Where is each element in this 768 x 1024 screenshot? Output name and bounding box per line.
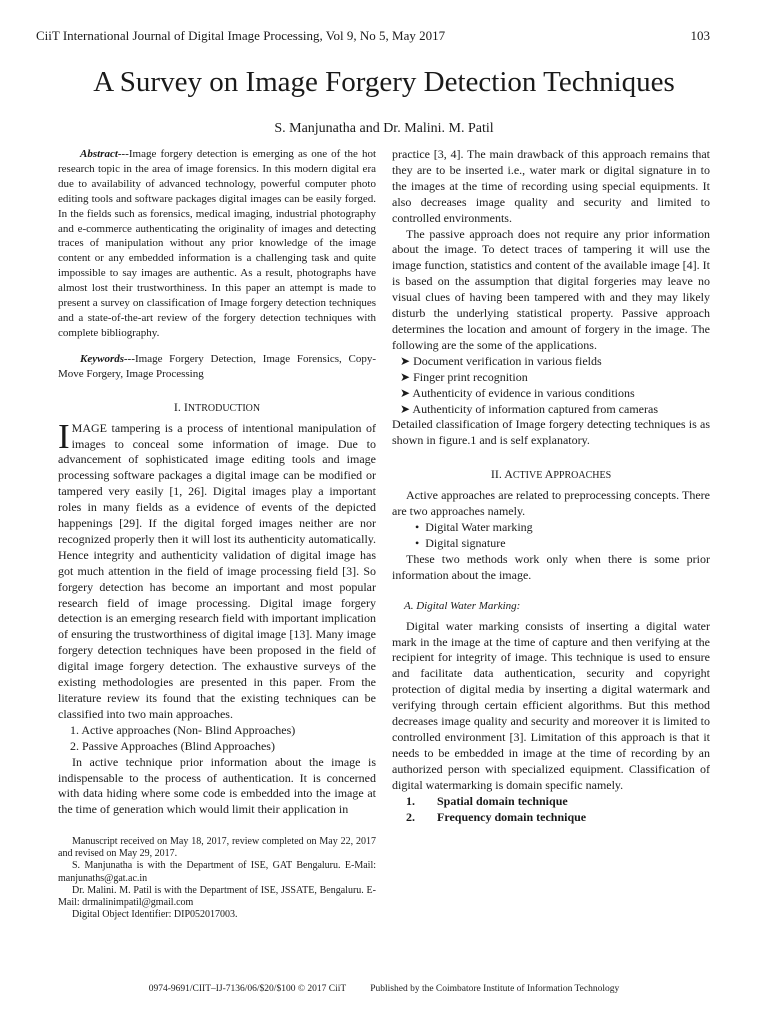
footnote: Manuscript received on May 18, 2017, review completed on May 22, 2017 and revised on May 29, 2017. (58, 836, 376, 860)
right-column (392, 147, 710, 825)
list-item: ➤ Authenticity of evidence in various conditions (400, 385, 635, 400)
abstract-label: Abstract--- (80, 148, 129, 160)
abstract (58, 147, 376, 341)
footnotes (58, 836, 376, 921)
arrow-bullet-icon: ➤ (400, 369, 411, 384)
arrow-bullet-icon: ➤ (400, 401, 411, 416)
list-item: ➤ Authenticity of information captured from cameras (400, 401, 658, 416)
list-item: ➤ Finger print recognition (400, 369, 528, 384)
running-header: CiiT International Journal of Digital Image Processing, Vol 9, No 5, May 2017 (36, 28, 446, 43)
list-item: ➤ Document verification in various fields (400, 353, 602, 368)
active-paragraph: Active approaches are related to preprocessing concepts. There are two approaches namely. (392, 488, 710, 519)
footer-publisher: Published by the Coimbatore Institute of Information Technology (370, 984, 620, 994)
detail-paragraph: Detailed classification of Image forgery detecting techniques is as shown in figure.1 and is self explanatory. (392, 417, 710, 448)
bullet-icon: • (415, 535, 420, 550)
footnote: Dr. Malini. M. Patil is with the Department of ISE, JSSATE, Bengaluru. E-Mail: drmalinimpatil@gmail.com (58, 884, 376, 909)
paper-title: A Survey on Image Forgery Detection Techniques (93, 66, 675, 98)
intro-paragraph-2: In active technique prior information about the image is indispensable to the process of authentication. It is concerned with data hiding where some code is embedded into the image at the time of generation which would limit their application in (58, 754, 376, 817)
footnote: Digital Object Identifier: DIP052017003. (72, 909, 238, 921)
subsection-heading: A. Digital Water Marking: (404, 599, 521, 612)
page-footer (0, 984, 768, 994)
numbered-item: 1. Spatial domain technique (406, 793, 568, 808)
arrow-bullet-icon: ➤ (400, 385, 411, 400)
keywords-text: Image Forgery Detection, Image Forensics, Copy-Move Forgery, Image Processing (58, 352, 376, 380)
footer-issn: 0974-9691/CIIT–IJ-7136/06/$20/$100 © 2017 CiiT (148, 984, 347, 994)
intro-paragraph: IMAGE tampering is a process of intentional manipulation of images to conceal some information of image. Due to advancement of sophisticated image editing tools and image processing software packages a digital image can be modified or tampered very easily [1, 26]. Digital images play a important roles in many fields as a evidence of events of the depicted happenings [29]. If the digital forged images neither are nor recognized properly then it will lost its authenticity automatically. Hence integrity and authenticity validation of digital image has got much attention in the field of image processing field [3]. So forgery detection has become an important and most popular research field of image processing. Digital image forgery detection is an emerging research field with important implication of ensuring the trustworthiness of digital image [13]. Many image forgery detection techniques have been proposed in the field of digital image forgery detection. The exhaustive surveys of the existing methodologies are presented in this paper. From the literature review its found that the existing techniques can be classified into two main approaches. (58, 416, 376, 721)
list-item: 2. Passive Approaches (Blind Approaches) (70, 738, 275, 753)
keywords-label: Keywords--- (80, 352, 135, 365)
section-heading-active-approaches: II. ACTIVE APPROACHES (490, 467, 612, 482)
page-number: 103 (690, 28, 710, 43)
left-column (58, 147, 376, 818)
bullet-icon: • (415, 520, 420, 535)
passive-paragraph: The passive approach does not require any prior information about the image. To detect traces of tampering it will use the image function, statistics and content of the available image [4]. It is based on the assumption that digital forgeries may leave no visual clues of having been tampered with and they may likely disturb the underlying statistical property. Passive approach determines the location and amount of forgery in the image. The following are the some of the applications. (392, 226, 710, 352)
list-item: • Digital signature (415, 535, 506, 550)
drop-cap: I (58, 416, 70, 456)
list-item: • Digital Water marking (415, 520, 533, 535)
authors: S. Manjunatha and Dr. Malini. M. Patil (274, 121, 494, 136)
numbered-item: 2. Frequency domain technique (406, 809, 587, 824)
abstract-text: Image forgery detection is emerging as one of the hot research topic in the area of image forensics. In this modern digital era due to availability of advanced technology, powerful computer photo editing tools and software packages digital images can be easily forged. In the fields such as forensics, medical imaging, industrial photography and e-commerce authenticating the originality of images and detecting traces of manipulation without any prior knowledge of the image content or any embedded information is a challenging task and quite impossible to say images are authentic. As a result, photographs have almost lost their trustworthiness. In this paper an attempt is made to present a survey on classification of Image forgery detection techniques and a state-of-the-art review of the forgery detection techniques with complete bibliography. (58, 148, 376, 339)
keywords (58, 352, 376, 382)
footnote: S. Manjunatha is with the Department of ISE, GAT Bengaluru. E-Mail: manjunaths@gat.ac.in (58, 860, 376, 884)
list-item: 1. Active approaches (Non- Blind Approaches) (70, 722, 296, 737)
watermark-paragraph: Digital water marking consists of inserting a digital water mark in the image at the time of capture and then verifying at the recipient for integrity of image. This technique is used to ensure and facilitate data authentication, security and copyright protection of digital media by inserting a digital watermark and verifying through certain efficient algorithms. But this method decreases image quality and security and moreover it is limited to controlled environment [3]. Limitation of this approach is that it needs to be embedded in image at the time of recording by an authorized person with specialized equipment. Classification of digital watermarking is domain specific namely. (392, 618, 710, 792)
paragraph-continued: practice [3, 4]. The main drawback of this approach remains that they are to be inserted i.e., water mark or digital signature in to the images at the time of recording using special equipments. It also decreases image quality and security and limited to controlled environments. (392, 147, 710, 225)
arrow-bullet-icon: ➤ (400, 353, 411, 368)
methods-paragraph: These two methods work only when there is some prior information about the image. (392, 551, 710, 582)
section-heading-introduction: I. INTRODUCTION (173, 399, 261, 414)
